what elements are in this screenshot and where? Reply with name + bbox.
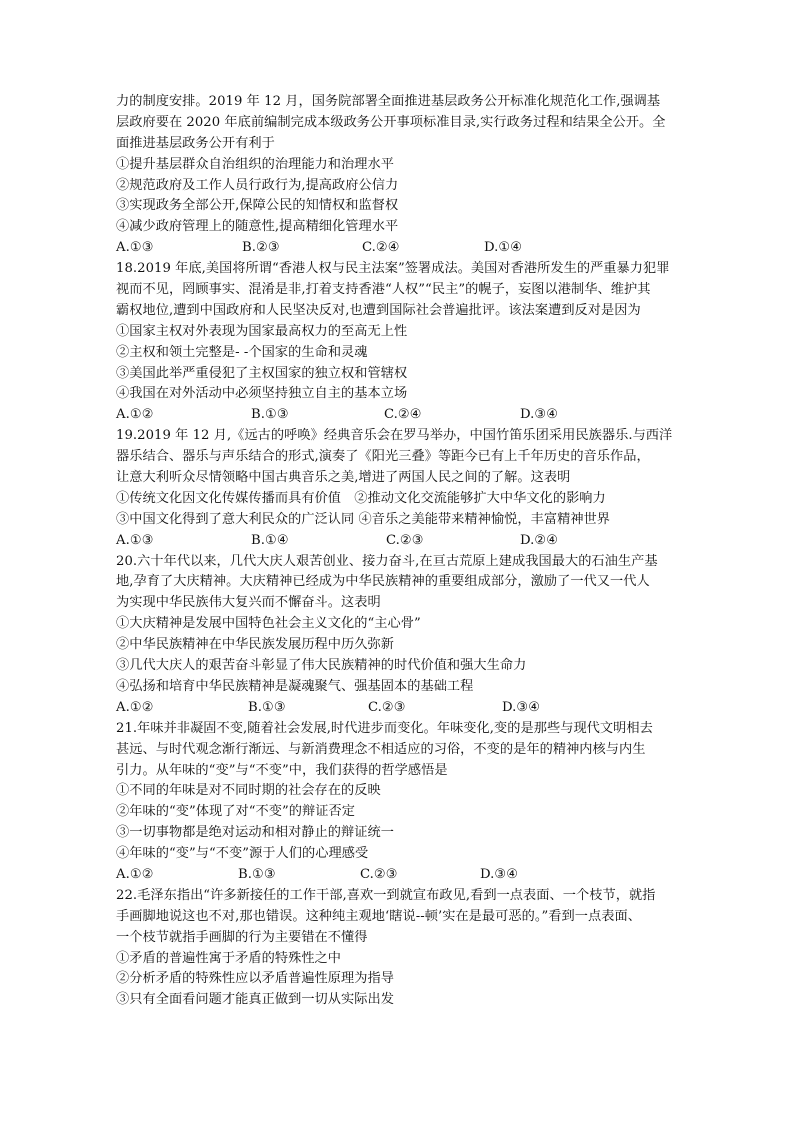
answer-option: D.③④	[520, 407, 559, 423]
answer-option: B.①④	[251, 532, 289, 548]
text-line: ①不同的年味是对不同时期的社会存在的反映	[116, 783, 381, 799]
answer-option: D.②④	[520, 532, 559, 548]
text-line: ②主权和领土完整是- -个国家的生命和灵魂	[116, 344, 368, 360]
text-line: 引力。从年味的“变”与“不变”中，我们获得的哲学感悟是	[116, 762, 448, 778]
text-line: 霸权地位,遭到中国政府和人民坚决反对,也遭到国际社会普遍批评。该法案遭到反对是因为	[116, 302, 641, 318]
text-line: ①矛盾的普遍性寓于矛盾的特殊性之中	[116, 950, 342, 966]
answer-options	[116, 865, 684, 886]
text-line: ①大庆精神是发展中国特色社会主义文化的“主心骨”	[116, 616, 421, 632]
answer-option: C.②③	[368, 699, 406, 715]
text-line: 地,孕育了大庆精神。大庆精神已经成为中华民族精神的重要组成部分，激励了一代又一代人	[116, 574, 650, 590]
text-line: ③美国此举严重侵犯了主权国家的独立权和管辖权	[116, 365, 408, 381]
text-line: ④弘扬和培育中华民族精神是凝魂聚气、强基固本的基础工程	[116, 678, 474, 694]
text-line: 力的制度安排。2019 年 12 月，国务院部署全面推进基层政务公开标准化规范化工作,强调基	[116, 94, 661, 109]
text-line: 层政府要在 2020 年底前编制完成本级政务公开事项标准目录,实行政务过程和结果全公开。全	[116, 114, 666, 130]
text-line: ③一切事物都是绝对运动和相对静止的辩证统一	[116, 825, 394, 841]
answer-option: D.①④	[484, 240, 523, 256]
answer-option: A.①②	[116, 407, 154, 423]
answer-options	[116, 531, 684, 552]
text-line: 手画脚地说这也不对,那也错误。这种纯主观地‘瞎说--顿’实在是最可恶的。”看到一点表面、	[116, 908, 641, 924]
text-line: ④我国在对外活动中必须坚持独立自主的基本立场	[116, 386, 408, 402]
answer-options	[116, 698, 684, 719]
answer-option: C.②③	[386, 532, 424, 548]
answer-option: B.①③	[238, 866, 276, 882]
answer-option: A.①②	[116, 866, 154, 882]
answer-option: A.①③	[116, 240, 154, 256]
text-line: ②分析矛盾的特殊性应以矛盾普遍性原理为指导	[116, 971, 394, 987]
text-line: 甚远、与时代观念渐行渐远、与新消费理念不相适应的习俗，不变的是年的精神内核与内生	[116, 741, 646, 757]
answer-option: A.①③	[116, 532, 154, 548]
answer-option: C.②④	[362, 240, 400, 256]
text-line: ④年味的“变”与“不变”源于人们的心理感受	[116, 846, 369, 862]
answer-option: C.②④	[384, 407, 422, 423]
text-line: 一个枝节就指手画脚的行为主要错在不懂得	[116, 929, 368, 945]
text-line: ③中国文化得到了意大利民众的广泛认同 ④音乐之美能带来精神愉悦，丰富精神世界	[116, 511, 611, 527]
text-line: 20.六十年代以来，几代大庆人艰苦创业、接力奋斗,在亘古荒原上建成我国最大的石油生产基	[116, 553, 658, 569]
answer-option: A.①②	[116, 699, 154, 715]
text-line: 19.2019 年 12 月,《远古的呼唤》经典音乐会在罗马举办，中国竹笛乐团采用民族器乐.与西洋	[116, 428, 673, 444]
text-line: 面推进基层政务公开有利于	[116, 135, 275, 151]
text-line: ①提升基层群众自治组织的治理能力和治理水平	[116, 156, 394, 172]
text-line: 18.2019 年底,美国将所谓“香港人权与民主法案”签署成法。美国对香港所发生的严重暴力犯罪	[116, 261, 670, 277]
text-line: ②规范政府及工作人员行政行为,提高政府公信力	[116, 177, 399, 193]
answer-option: D.③④	[480, 866, 519, 882]
answer-option: B.①③	[251, 407, 289, 423]
answer-option: B.①③	[248, 699, 286, 715]
answer-option: B.②③	[242, 240, 280, 256]
text-line: ③只有全面看问题才能真正做到一切从实际出发	[116, 992, 394, 1008]
text-line: 22.毛泽东指出“许多新接任的工作干部,喜欢一到就宣布政见,看到一点表面、一个枝节，就指	[116, 887, 656, 903]
answer-option: D.③④	[502, 699, 541, 715]
text-line: 视而不见，罔顾事实、混淆是非,打着支持香港“人权”“民主”的幌子，妄图以港制华、维护其	[116, 282, 651, 298]
text-line: 为实现中华民族伟大复兴而不懈奋斗。这表明	[116, 595, 381, 611]
text-line: ③几代大庆人的艰苦奋斗彰显了伟大民族精神的时代价值和强大生命力	[116, 658, 527, 674]
text-line: ③实现政务全部公开,保障公民的知情权和监督权	[116, 198, 399, 214]
text-line: ①传统文化因文化传媒传播而具有价值 ②推动文化交流能够扩大中华文化的影响力	[116, 490, 606, 506]
answer-option: C.②③	[360, 866, 398, 882]
text-line: ②中华民族精神在中华民族发展历程中历久弥新	[116, 637, 394, 653]
text-line: 21.年味并非凝固不变,随着社会发展,时代进步而变化。年味变化,变的是那些与现代文明相去	[116, 720, 653, 736]
text-line: ①国家主权对外表现为国家最高权力的至高无上性	[116, 323, 408, 339]
text-line: 器乐结合、器乐与声乐结合的形式,演奏了《阳光三叠》等距今已有上千年历史的音乐作品，	[116, 449, 650, 465]
answer-options	[116, 238, 684, 259]
text-line: ④减少政府管理上的随意性,提高精细化管理水平	[116, 219, 399, 235]
answer-options	[116, 405, 684, 426]
text-line: 让意大利听众尽情领略中国古典音乐之美,增进了两国人民之间的了解。这表明	[116, 470, 571, 486]
text-line: ②年味的“变”体现了对“不变”的辩证否定	[116, 804, 355, 820]
